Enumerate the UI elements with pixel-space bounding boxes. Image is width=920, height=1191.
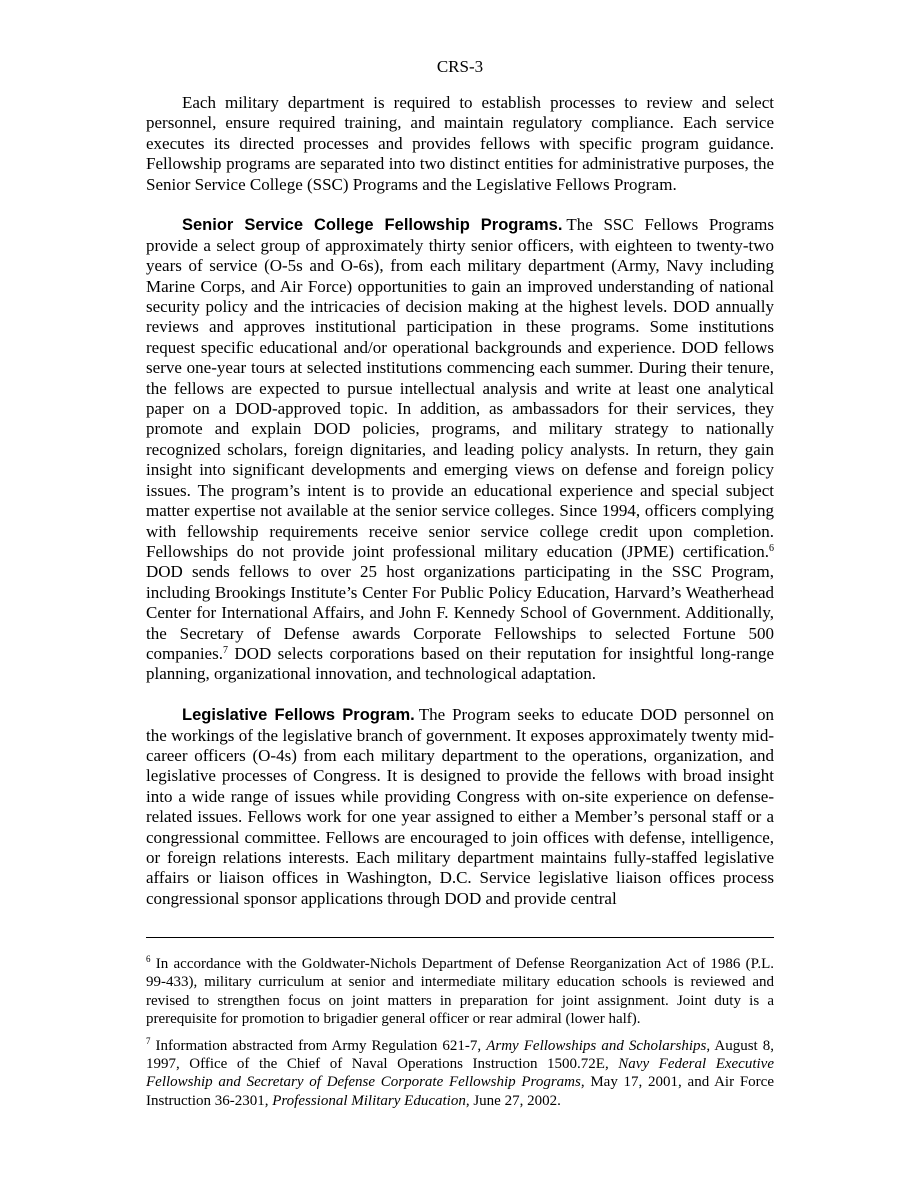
footnote-7-title-army: Army Fellowships and Scholarships [486, 1037, 707, 1054]
page-number: CRS-3 [436, 57, 484, 76]
ssc-heading: Senior Service College Fellowship Programs. [182, 216, 563, 235]
footnote-ref-6[interactable]: 6 [769, 542, 774, 554]
ssc-text-2: DOD sends fellows to over 25 host organizations participating in the SSC Program, including Brookings Institute’s Center For Public Policy Education, Harvard’s Weatherhead Center for International Affairs, and John F. Kennedy School of Government. Additionally, the Secretary of Defense awards Corporate Fellowships to selected Fortune 500 companies. [146, 562, 774, 663]
footnote-7-title-airforce: Professional Military Education [272, 1092, 466, 1109]
ssc-text-1: The SSC Fellows Programs provide a select group of approximately thirty senior officers, with eighteen to twenty-two years of service (O-5s and O-6s), from each military department (Army, Navy including Marine Corps, and Air Force) opportunities to gain an improved understanding of national security policy and the intricacies of decision making at the highest levels. DOD annually reviews and approves institutional participation in these programs. Some institutions request specific educational and/or operational backgrounds and experience. DOD fellows serve one-year tours at selected institutions commencing each summer. During their tenure, the fellows are expected to pursue intellectual analysis and write at least one analytical paper on a DOD-approved topic. In addition, as ambassadors for their services, they promote and explain DOD policies, programs, and military strategy to nationally recognized scholars, foreign dignitaries, and leading policy analysts. In return, they gain insight into significant developments and emerging views on defense and foreign policy issues. The program’s intent is to provide an educational experience and special subject matter expertise not available at the senior service colleges. Since 1994, officers complying with fellowship requirements receive senior service college credit upon completion. Fellowships do not provide joint professional military education (JPME) certification. [146, 215, 774, 561]
footnote-6-marker: 6 [146, 954, 151, 964]
legislative-paragraph [146, 705, 774, 909]
footnote-7 [146, 1037, 774, 1111]
footnote-7-text-4: , June 27, 2002. [465, 1092, 561, 1109]
footnote-7-title-navy: Navy Federal Executive Fellowship and Secretary of Defense Corporate Fellowship Programs [146, 1056, 774, 1091]
legislative-heading: Legislative Fellows Program. [182, 706, 415, 725]
ssc-text-3: DOD selects corporations based on their reputation for insightful long-range planning, organizational innovation, and technological adaptation. [146, 643, 774, 684]
footnote-7-marker: 7 [146, 1035, 151, 1046]
ssc-paragraph [146, 215, 774, 684]
footnotes [146, 955, 774, 1118]
body-text [146, 93, 774, 909]
footnote-6 [146, 955, 774, 1029]
intro-paragraph: Each military department is required to establish processes to review and select personnel, ensure required training, and maintain regulatory compliance. Each service executes its directed processes and provides fellows with specific program guidance. Fellowship programs are separated into two distinct entities for administrative purposes, the Senior Service College (SSC) Programs and the Legislative Fellows Program. [146, 93, 774, 194]
legislative-text: The Program seeks to educate DOD personnel on the workings of the legislative branch of government. It exposes approximately twenty mid-career officers (O-4s) from each military department to the operations, organization, and legislative processes of Congress. It is designed to provide the fellows with broad insight into a wide range of issues while providing Congress with on-site experience on defense-related issues. Fellows work for one year assigned to either a Member’s personal staff or a congressional committee. Fellows are encouraged to join offices with defense, intelligence, or foreign relations interests. Each military department maintains fully-staffed legislative affairs or liaison offices in Washington, D.C. Service legislative liaison offices process congressional sponsor applications through DOD and provide central [146, 705, 774, 908]
footnote-7-text-1: Information abstracted from Army Regulation 621-7, [150, 1037, 487, 1054]
footnote-7-text-2: , August 8, 1997, Office of the Chief of Naval Operations Instruction 1500.72E, [146, 1037, 775, 1073]
footnote-6-text: In accordance with the Goldwater-Nichols Department of Defense Reorganization Act of 1986 (P.L. 99-433), military curriculum at senior and intermediate military education schools is reviewed and revised to strengthen focus on joint matters in preparation for joint assignment. Joint duty is a prerequisite for promotion to brigadier general officer or rear admiral (lower half). [146, 956, 774, 1028]
footnote-divider [146, 937, 774, 938]
footnote-7-text-3: , May 17, 2001, and Air Force Instruction 36-2301, [146, 1074, 774, 1109]
footnote-ref-7[interactable]: 7 [222, 644, 228, 656]
